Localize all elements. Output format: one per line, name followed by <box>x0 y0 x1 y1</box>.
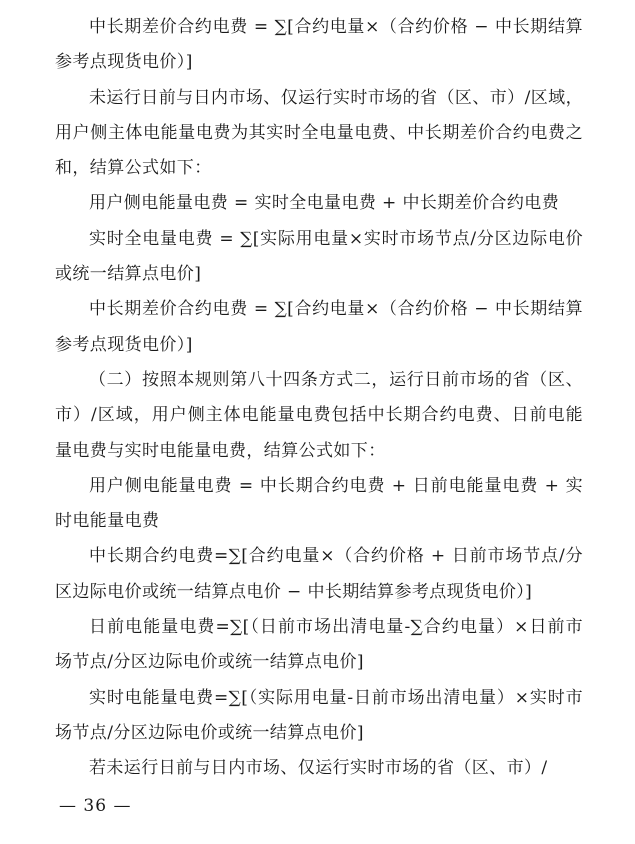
paragraph-formula-dayahead: 日前电能量电费=∑[（日前市场出清电量-∑合约电量）×日前市场节点/分区边际电价或统一结算点电价] <box>55 617 583 673</box>
paragraph-continuation: 若未运行日前与日内市场、仅运行实时市场的省（区、市）/ <box>89 758 548 779</box>
paragraph-formula-midlong-contract: 中长期合约电费=∑[合约电量×（合约价格 + 日前市场节点/分区边际电价或统一结算点电价 − 中长期结算参考点现货电价）] <box>55 546 583 602</box>
paragraph-formula-realtime: 实时电能量电费=∑[（实际用电量-日前市场出清电量）×实时市场节点/分区边际电价或统一结算点电价] <box>55 687 583 743</box>
paragraph-formula-realtime-full: 实时全电量电费 = ∑[实际用电量×实时市场节点/分区边际电价或统一结算点电价] <box>55 228 583 285</box>
paragraph-formula-midlong-diff-1: 中长期差价合约电费 = ∑[合约电量×（合约价格 − 中长期结算参考点现货电价）] <box>55 17 583 73</box>
paragraph-formula-user-fee-1: 用户侧电能量电费 = 实时全电量电费 + 中长期差价合约电费 <box>89 193 560 214</box>
paragraph-no-dayahead-intro: 未运行日前与日内市场、仅运行实时市场的省（区、市）/区域，用户侧主体电能量电费为其实时全电量电费、中长期差价合约电费之和，结算公式如下： <box>55 87 583 179</box>
paragraph-formula-midlong-diff-2: 中长期差价合约电费 = ∑[合约电量×（合约价格 − 中长期结算参考点现货电价）] <box>55 299 583 355</box>
paragraph-formula-user-fee-2: 用户侧电能量电费 = 中长期合约电费 + 日前电能量电费 + 实时电能量电费 <box>55 475 583 532</box>
page-number: — 36 — <box>59 796 132 816</box>
paragraph-section-two: （二）按照本规则第八十四条方式二，运行日前市场的省（区、市）/区域，用户侧主体电能量电费包括中长期合约电费、日前电能量电费与实时电能量电费，结算公式如下： <box>55 369 583 461</box>
